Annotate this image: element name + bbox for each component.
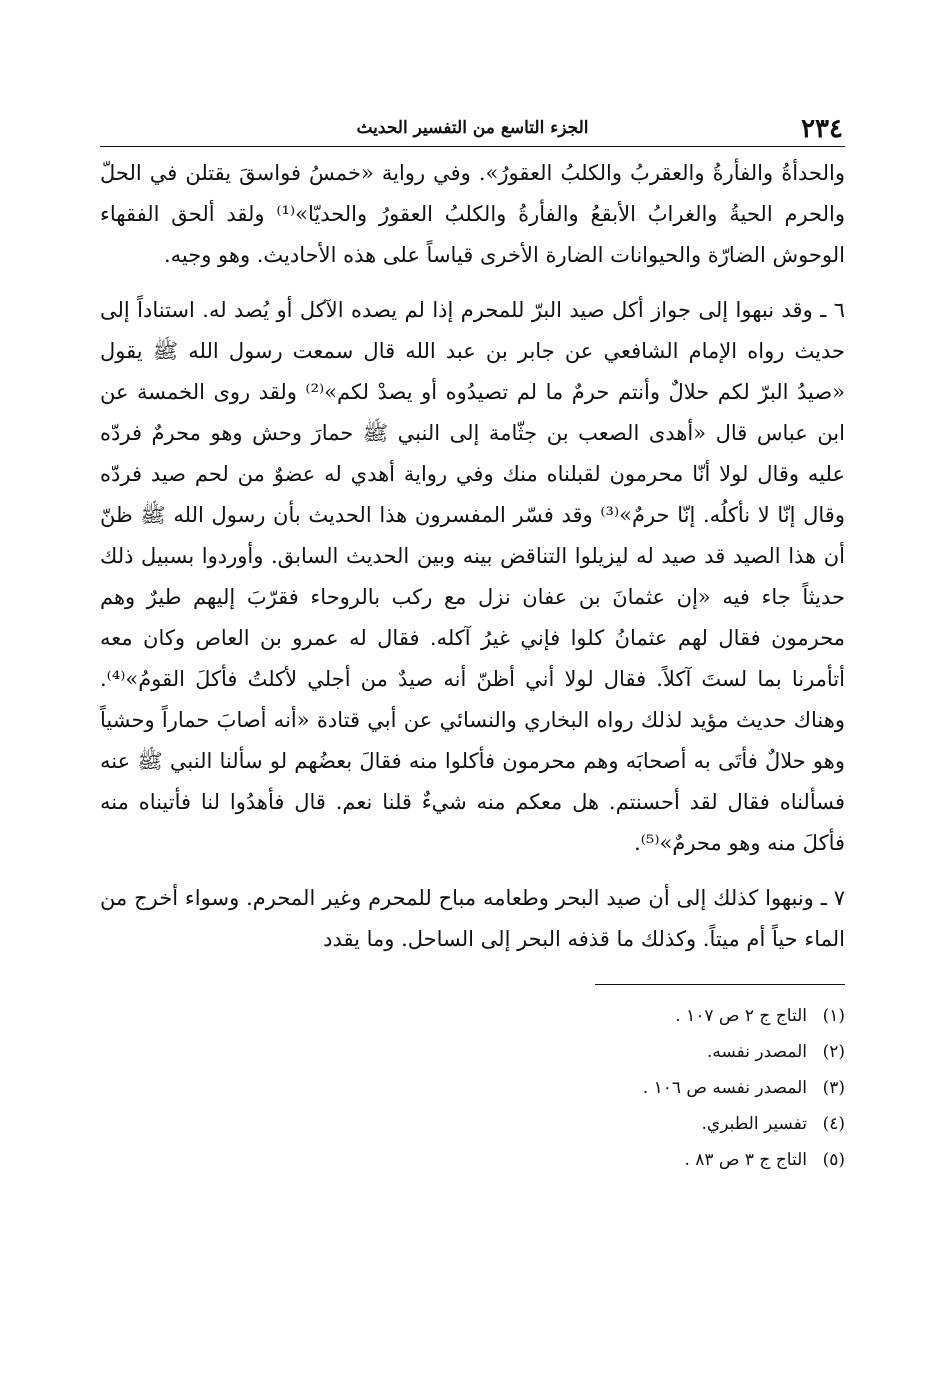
footnote-2 [100, 1034, 845, 1070]
footnote-separator [595, 984, 845, 985]
page [100, 110, 845, 1178]
page-number: ٢٣٤ [801, 114, 843, 144]
paragraph-3: ٧ ـ ونبهوا كذلك إلى أن صيد البحر وطعامه مباح للمحرم وغير المحرم. وسواء أخرج من الماء حياً أم ميتاً. وكذلك ما قذفه البحر إلى الساحل. وما يقدد [100, 886, 845, 951]
footnote-number: (٢) [822, 1042, 845, 1062]
running-title: الجزء التاسع من التفسير الحديث [356, 118, 589, 138]
footnotes [100, 984, 845, 1178]
footnote-number: (٥) [822, 1150, 845, 1170]
footnote-1 [100, 998, 845, 1034]
footnote-text: المصدر نفسه ص ١٠٦ . [642, 1078, 807, 1098]
body-text [100, 153, 845, 960]
footnote-number: (١) [822, 1006, 845, 1026]
footnote-3 [100, 1070, 845, 1106]
page-header [100, 110, 845, 147]
footnote-number: (٤) [822, 1114, 845, 1134]
footnote-text: التاج ج ٢ ص ١٠٧ . [675, 1006, 807, 1026]
footnote-text: التاج ج ٣ ص ٨٣ . [684, 1150, 807, 1170]
footnote-5 [100, 1142, 845, 1178]
footnote-text: تفسير الطبري. [701, 1114, 807, 1134]
paragraph-2: ٦ ـ وقد نبهوا إلى جواز أكل صيد البرّ للمحرم إذا لم يصده الآكل أو يُصد له. استناداً إلى حديث رواه الإمام الشافعي عن جابر بن عبد الله قال سمعت رسول الله ﷺ يقول «صيدُ البرّ لكم حلالٌ وأنتم حرمٌ ما لم تصيدُوه أو يصدْ لكم»⁽²⁾ ولقد روى الخمسة عن ابن عباس قال «أهدى الصعب بن جثّامة إلى النبي ﷺ حمارَ وحش وهو محرمٌ فردّه عليه وقال لولا أنّا محرمون لقبلناه منك وفي رواية أهدي له عضوٌ من لحم صيد فردّه وقال إنّا لا نأكلُه. إنّا حرمٌ»⁽³⁾ وقد فسّر المفسرون هذا الحديث بأن رسول الله ﷺ ظنّ أن هذا الصيد قد صيد له ليزيلوا التناقض بينه وبين الحديث السابق. وأوردوا بسبيل ذلك حديثاً جاء فيه «إن عثمانَ بن عفان نزل مع ركب بالروحاء فقرّبَ إليهم طيرٌ وهم محرمون فقال لهم عثمانُ كلوا فإني غيرُ آكله. فقال له عمرو بن العاص وكان معه أتأمرنا بما لستَ آكلاً. فقال لولا أني أظنّ أنه صيدٌ من أجلي لأكلتُ فأكلَ القومُ»⁽⁴⁾. وهناك حديث مؤيد لذلك رواه البخاري والنسائي عن أبي قتادة «أنه أصابَ حماراً وحشياً وهو حلالٌ فأتَى به أصحابَه وهم محرمون فأكلوا منه فقالَ بعضُهم لو سألنا النبي ﷺ عنه فسألناه فقال لقد أحسنتم. هل معكم منه شيءٌ قلنا نعم. قال فأهدُوا لنا فأتيناه منه فأكلَ منه وهو محرمٌ»⁽⁵⁾. [100, 298, 846, 855]
paragraph-1: والحدأةُ والفأرةُ والعقربُ والكلبُ العقورُ». وفي رواية «خمسُ فواسقَ يقتلن في الحلّ والحرم الحيةُ والغرابُ الأبقعُ والفأرةُ والكلبُ العقورُ والحديّا»⁽¹⁾ ولقد ألحق الفقهاء الوحوش الضارّة والحيوانات الضارة الأخرى قياساً على هذه الأحاديث. وهو وجيه. [100, 161, 845, 267]
footnote-number: (٣) [822, 1078, 845, 1098]
footnote-text: المصدر نفسه. [706, 1042, 807, 1062]
footnote-4 [100, 1106, 845, 1142]
